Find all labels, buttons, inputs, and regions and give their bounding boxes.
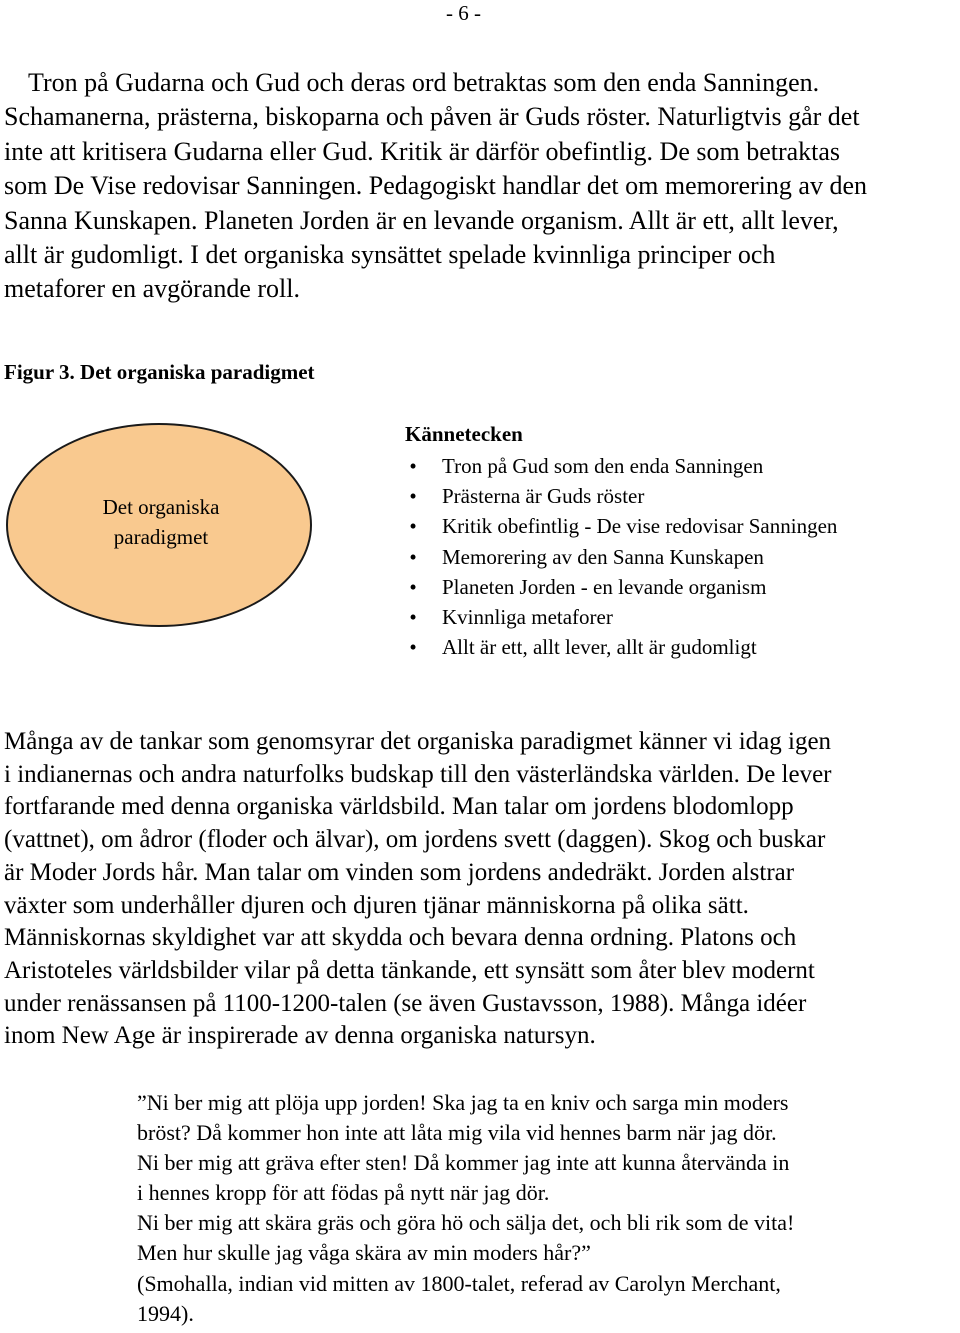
smohalla-quote — [137, 1088, 937, 1329]
intro-line: Schamanerna, prästerna, biskoparna och påven är Guds röster. Naturligtvis går det — [4, 102, 860, 132]
feature-item: • Kvinnliga metaforer — [405, 602, 837, 632]
quote-line: Ni ber mig att gräva efter sten! Då kommer jag inte att kunna återvända in — [137, 1150, 790, 1176]
features-heading: Kännetecken — [405, 422, 523, 446]
feature-item: • Kritik obefintlig - De vise redovisar Sanningen — [405, 511, 837, 541]
bullet-icon: • — [409, 454, 417, 478]
ellipse-label-line: Det organiska — [102, 495, 220, 519]
bullet-icon: • — [409, 605, 417, 630]
body-line: under renässansen på 1100-1200-talen (se även Gustavsson, 1988). Många idéer — [4, 989, 807, 1017]
quote-line: Ni ber mig att skära gräs och göra hö och sälja det, och bli rik som de vita! — [137, 1210, 795, 1236]
quote-line: i hennes kropp för att födas på nytt när jag dör. — [137, 1180, 550, 1206]
ellipse-label-line: paradigmet — [113, 525, 209, 549]
body-line: Många av de tankar som genomsyrar det organiska paradigmet känner vi idag igen — [4, 728, 832, 755]
feature-item: • Planeten Jorden - en levande organism — [405, 572, 837, 602]
intro-line: metaforer en avgörande roll. — [4, 274, 300, 304]
intro-paragraph — [4, 66, 960, 307]
body-line: i indianernas och andra naturfolks budskap till den västerländska världen. De lever — [4, 760, 832, 788]
page-number: - 6 - — [446, 1, 481, 25]
feature-item: • Prästerna är Guds röster — [405, 481, 837, 511]
body-line: är Moder Jords hår. Man talar om vinden som jordens andedräkt. Jorden alstrar — [4, 858, 795, 886]
bullet-icon: • — [409, 635, 417, 660]
feature-item: • Memorering av den Sanna Kunskapen — [405, 542, 837, 572]
intro-line: Tron på Gudarna och Gud och deras ord betraktas som den enda Sanningen. — [28, 68, 820, 97]
quote-line: Men hur skulle jag våga skära av min moders hår?” — [137, 1240, 591, 1266]
bullet-icon: • — [409, 484, 417, 509]
bullet-icon: • — [409, 574, 417, 599]
feature-item: • Allt är ett, allt lever, allt är gudomligt — [405, 632, 837, 662]
bullet-icon: • — [409, 514, 417, 539]
quote-line: 1994). — [137, 1300, 194, 1326]
feature-item: • Tron på Gud som den enda Sanningen — [405, 451, 837, 481]
intro-line: allt är gudomligt. I det organiska synsättet spelade kvinnliga principer och — [4, 240, 776, 270]
ellipse-label — [59, 492, 263, 552]
body-line: växter som underhåller djuren och djuren tjänar människorna på olika sätt. — [4, 891, 749, 919]
intro-line: inte att kritisera Gudarna eller Gud. Kritik är därför obefintlig. De som betraktas — [4, 136, 841, 166]
intro-line: som De Vise redovisar Sanningen. Pedagogiskt handlar det om memorering av den — [4, 171, 867, 201]
quote-line: bröst? Då kommer hon inte att låta mig vila vid hennes barm när jag dör. — [137, 1120, 777, 1146]
bullet-icon: • — [409, 544, 417, 569]
quote-line: ”Ni ber mig att plöja upp jorden! Ska jag ta en kniv och sarga min moders — [137, 1090, 789, 1115]
body-line: fortfarande med denna organiska världsbild. Man talar om jordens blodomlopp — [4, 793, 794, 821]
quote-line: (Smohalla, indian vid mitten av 1800-talet, referad av Carolyn Merchant, — [137, 1270, 781, 1296]
body-line: Aristoteles världsbilder vilar på detta tänkande, ett synsätt som åter blev modernt — [4, 956, 815, 984]
features-list — [405, 451, 837, 662]
figure-caption: Figur 3. Det organiska paradigmet — [4, 360, 315, 384]
intro-line: Sanna Kunskapen. Planeten Jorden är en levande organism. Allt är ett, allt lever, — [4, 205, 839, 235]
body-paragraph — [4, 726, 960, 1053]
body-line: inom New Age är inspirerade av denna organiska natursyn. — [4, 1022, 596, 1050]
body-line: (vattnet), om ådror (floder och älvar), om jordens svett (daggen). Skog och buskar — [4, 826, 826, 854]
body-line: Människornas skyldighet var att skydda och bevara denna ordning. Platons och — [4, 924, 797, 952]
